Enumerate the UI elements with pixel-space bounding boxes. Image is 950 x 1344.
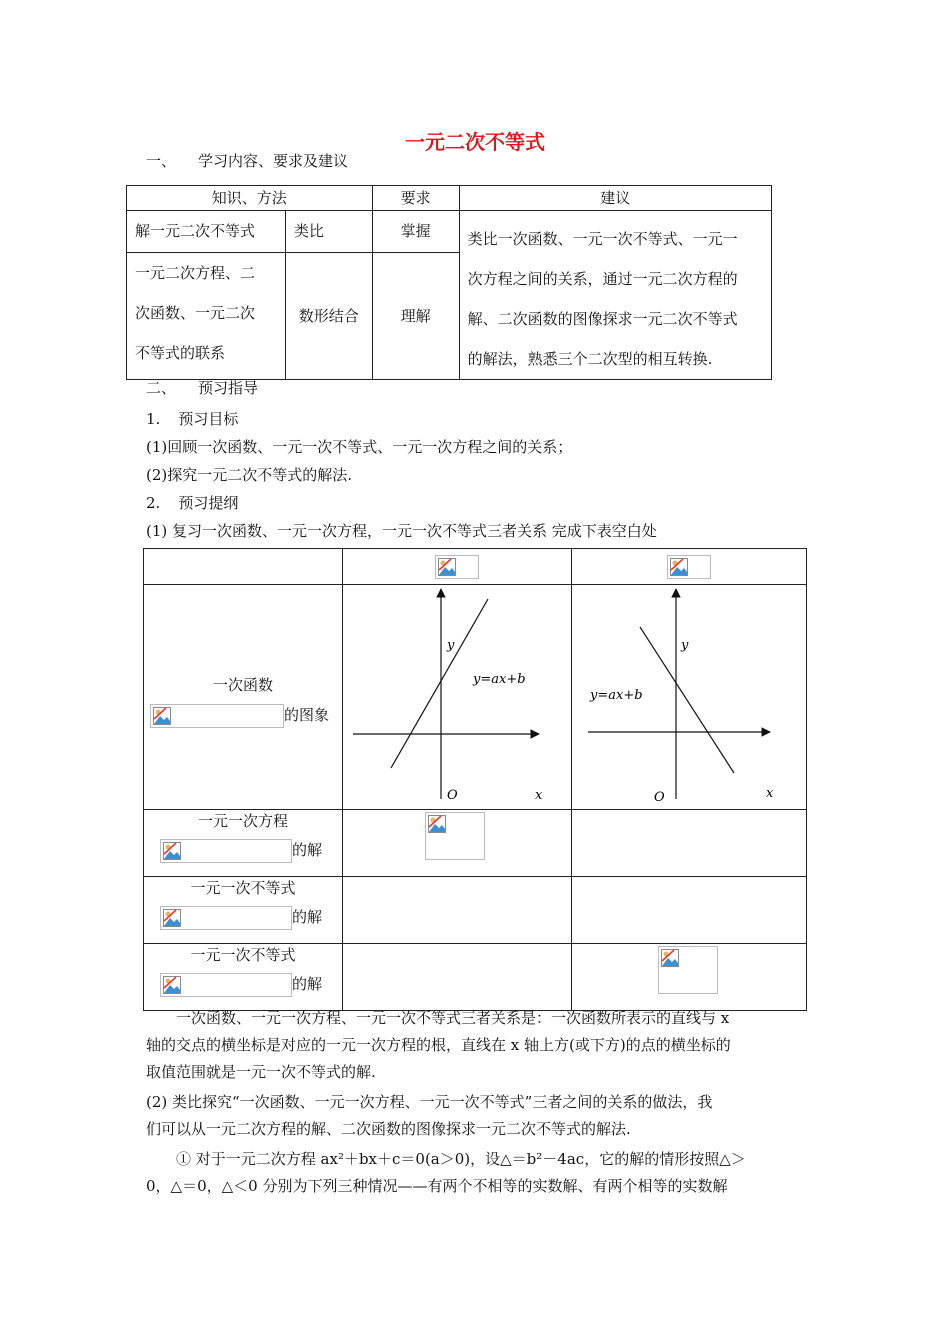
section2-number: 二、 bbox=[146, 379, 177, 397]
header-requirement: 要求 bbox=[372, 186, 459, 211]
relation-line: 一次函数、一元一次方程、一元一次不等式三者关系是：一次函数所表示的直线与 x bbox=[176, 1009, 730, 1027]
analogy-line: 们可以从一元二次方程的解、二次函数的图像探求一元二次不等式的解法. bbox=[146, 1120, 631, 1138]
row1-requirement: 掌握 bbox=[372, 211, 459, 253]
row2-method: 数形结合 bbox=[286, 252, 373, 379]
row2-knowledge bbox=[127, 252, 286, 379]
goal-1: (1)回顾一次函数、一元一次不等式、一元一次方程之间的关系； bbox=[146, 438, 573, 456]
section1-title: 学习内容、要求及建议 bbox=[198, 152, 349, 170]
requirements-table bbox=[126, 185, 772, 380]
function-suffix: 的图象 bbox=[284, 705, 330, 724]
header-knowledge: 知识、方法 bbox=[127, 186, 373, 211]
function-label: 一次函数 bbox=[212, 675, 273, 694]
row1-method: 类比 bbox=[286, 211, 373, 253]
case-line: 0，△＝0，△＜0 分别为下列三种情况——有两个不相等的实数解、有两个相等的实数解 bbox=[146, 1177, 728, 1195]
graph-cell-right bbox=[572, 585, 807, 810]
advice-cell bbox=[459, 211, 771, 380]
equation-label: 一元一次方程 bbox=[197, 812, 288, 830]
advice-line: 类比一次函数、一元一次不等式、一元一 bbox=[467, 230, 738, 248]
inequality1-answer-left bbox=[343, 877, 572, 944]
broken-image-icon bbox=[150, 704, 284, 728]
inequality2-suffix: 的解 bbox=[292, 975, 323, 993]
row-inequality1-label bbox=[144, 877, 343, 944]
analogy-line: (2) 类比探究“一次函数、一元一次方程、一元一次不等式”三者之间的关系的做法，我 bbox=[146, 1093, 713, 1111]
knowledge-line: 不等式的联系 bbox=[135, 343, 226, 362]
line-equation: y=ax+b bbox=[590, 688, 643, 703]
equation-suffix: 的解 bbox=[292, 841, 323, 859]
inequality2-label: 一元一次不等式 bbox=[190, 946, 296, 964]
broken-image-icon bbox=[667, 555, 711, 579]
y-axis-label: y bbox=[447, 638, 455, 653]
broken-image-icon bbox=[435, 555, 479, 579]
cell-empty bbox=[144, 549, 343, 585]
item2-number: 2. bbox=[146, 494, 161, 512]
cell-header-a bbox=[343, 549, 572, 585]
relation-line: 轴的交点的横坐标是对应的一元一次方程的根，直线在 x 轴上方(或下方)的点的横坐标的 bbox=[146, 1036, 731, 1054]
cell-header-b bbox=[572, 549, 807, 585]
graph-decreasing bbox=[572, 585, 806, 809]
row-equation-label bbox=[144, 810, 343, 877]
row1-knowledge: 解一元二次不等式 bbox=[127, 211, 286, 253]
x-axis-label: x bbox=[535, 788, 543, 803]
advice-line: 解、二次函数的图像探求一元二次不等式 bbox=[467, 310, 738, 328]
x-axis-label: x bbox=[766, 786, 774, 801]
item1-title: 预习目标 bbox=[178, 410, 239, 428]
section2-heading bbox=[146, 378, 258, 398]
broken-image-icon bbox=[425, 812, 485, 860]
inequality1-suffix: 的解 bbox=[292, 908, 323, 926]
header-advice: 建议 bbox=[459, 186, 771, 211]
broken-image-icon bbox=[160, 906, 292, 930]
broken-image-icon bbox=[160, 839, 292, 863]
advice-line: 次方程之间的关系，通过一元二次方程的 bbox=[467, 270, 738, 288]
relation-paragraph bbox=[146, 1005, 814, 1086]
advice-line: 的解法，熟悉三个二次型的相互转换. bbox=[467, 350, 713, 368]
section2-title: 预习指导 bbox=[198, 379, 259, 397]
inequality1-label: 一元一次不等式 bbox=[190, 879, 296, 897]
item2-title: 预习提纲 bbox=[178, 494, 239, 512]
goal-2: (2)探究一元二次不等式的解法. bbox=[146, 466, 353, 484]
knowledge-line: 一元二次方程、二 bbox=[135, 263, 256, 282]
inequality1-answer-right bbox=[572, 877, 807, 944]
relation-line: 取值范围就是一元一次不等式的解. bbox=[146, 1063, 376, 1081]
outline-1: (1) 复习一次函数、一元一次方程，一元一次不等式三者关系 完成下表空白处 bbox=[146, 522, 657, 540]
item2-heading bbox=[146, 493, 238, 513]
line-equation: y=ax+b bbox=[473, 672, 526, 687]
case-paragraph bbox=[146, 1146, 814, 1200]
row-function-label bbox=[144, 585, 343, 810]
equation-answer-left bbox=[343, 810, 572, 877]
item1-heading bbox=[146, 409, 238, 429]
linear-relations-table bbox=[143, 548, 807, 1011]
y-axis-label: y bbox=[681, 638, 689, 653]
broken-image-icon bbox=[160, 973, 292, 997]
knowledge-line: 次函数、一元二次 bbox=[135, 303, 256, 322]
broken-image-icon bbox=[658, 946, 718, 994]
inequality2-answer-left bbox=[343, 944, 572, 1011]
origin-label: O bbox=[447, 788, 458, 803]
inequality2-answer-right bbox=[572, 944, 807, 1011]
equation-answer-right bbox=[572, 810, 807, 877]
item1-number: 1. bbox=[146, 410, 161, 428]
analogy-paragraph bbox=[146, 1089, 814, 1143]
section1-number: 一、 bbox=[146, 152, 177, 170]
origin-label: O bbox=[654, 790, 665, 805]
row-inequality2-label bbox=[144, 944, 343, 1011]
page-title: 一元二次不等式 bbox=[405, 130, 545, 154]
graph-cell-left bbox=[343, 585, 572, 810]
graph-increasing bbox=[343, 585, 571, 809]
case-line: ① 对于一元二次方程 ax²＋bx＋c＝0(a＞0)，设△＝b²－4ac，它的解的情形按照△＞ bbox=[176, 1150, 746, 1168]
row2-requirement: 理解 bbox=[372, 252, 459, 379]
section1-heading bbox=[146, 151, 348, 171]
